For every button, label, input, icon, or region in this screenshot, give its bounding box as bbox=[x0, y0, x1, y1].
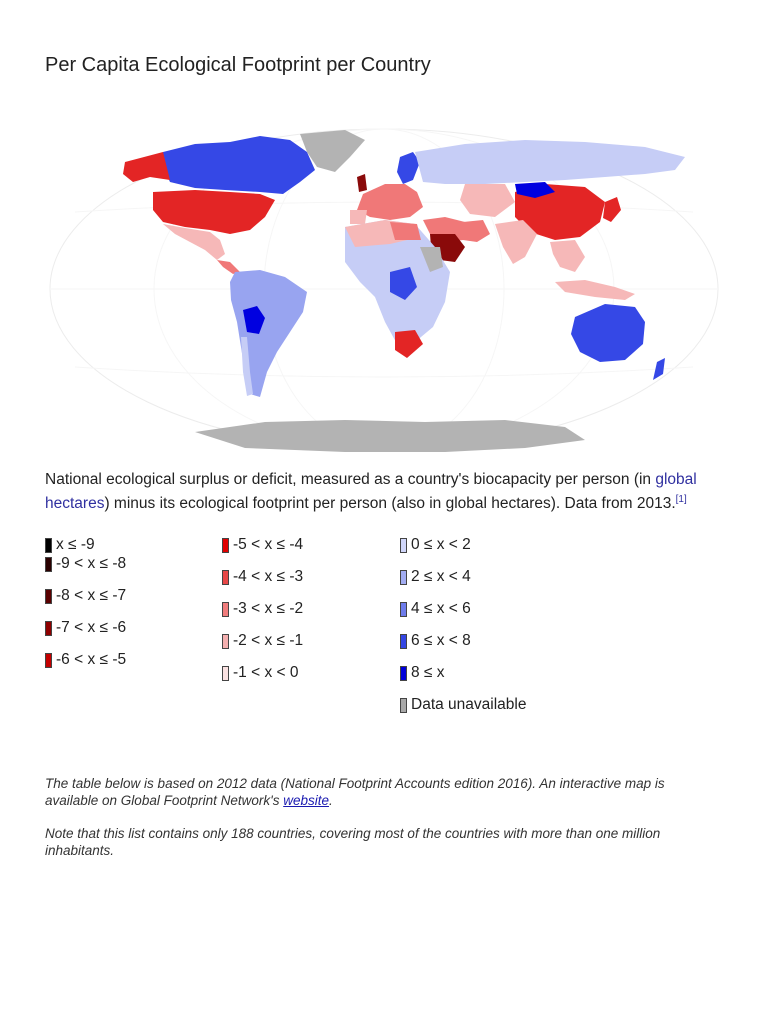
legend-label: -5 < x ≤ -4 bbox=[233, 536, 304, 553]
global-hectares-link[interactable]: global hectares bbox=[45, 471, 697, 512]
legend-item bbox=[400, 600, 471, 618]
legend-label: -4 < x ≤ -3 bbox=[233, 568, 304, 585]
note1-text-part2: . bbox=[328, 793, 333, 808]
legend-item bbox=[222, 664, 298, 682]
legend-label: 4 ≤ x < 6 bbox=[411, 600, 471, 617]
note-data-source bbox=[45, 775, 685, 809]
world-map-svg bbox=[45, 122, 724, 457]
legend-label: -1 < x < 0 bbox=[233, 664, 299, 681]
legend-item bbox=[45, 651, 126, 669]
map-russia bbox=[415, 140, 685, 184]
legend-item bbox=[400, 696, 526, 714]
legend-swatch bbox=[222, 538, 229, 553]
legend-item bbox=[222, 568, 303, 586]
legend-swatch bbox=[222, 570, 229, 585]
page-title: Per Capita Ecological Footprint per Country bbox=[45, 54, 431, 76]
legend-swatch bbox=[400, 538, 407, 553]
legend-label: 8 ≤ x bbox=[411, 664, 445, 681]
map-canada bbox=[163, 136, 315, 194]
legend-label: -8 < x ≤ -7 bbox=[56, 587, 127, 604]
map-egypt bbox=[390, 222, 421, 240]
caption-text-part2: ) minus its ecological footprint per person (also in global hectares). Data from 2013. bbox=[104, 494, 676, 512]
legend-swatch bbox=[400, 634, 407, 649]
legend-swatch bbox=[45, 538, 52, 553]
legend-item bbox=[400, 536, 471, 554]
legend-swatch bbox=[400, 570, 407, 585]
map-alaska bbox=[123, 152, 170, 182]
legend-item bbox=[222, 536, 303, 554]
legend-item bbox=[400, 632, 471, 650]
legend-swatch bbox=[400, 602, 407, 617]
legend-swatch bbox=[45, 653, 52, 668]
legend-item bbox=[45, 619, 126, 637]
reference-link[interactable]: [1] bbox=[675, 493, 687, 505]
legend-label: Data unavailable bbox=[411, 696, 527, 713]
legend-label: x ≤ -9 bbox=[56, 536, 95, 553]
map-antarctica bbox=[195, 420, 585, 452]
legend-label: -7 < x ≤ -6 bbox=[56, 619, 127, 636]
note-country-count: Note that this list contains only 188 countries, covering most of the countries with more than one million inhabitants. bbox=[45, 826, 661, 858]
legend-label: -3 < x ≤ -2 bbox=[233, 600, 304, 617]
legend-label: 0 ≤ x < 2 bbox=[411, 536, 471, 553]
legend-swatch bbox=[45, 589, 52, 604]
map-iberia bbox=[350, 210, 367, 224]
legend-swatch bbox=[400, 698, 407, 713]
legend-swatch bbox=[400, 666, 407, 681]
note1-text-part1: The table below is based on 2012 data (National Footprint Accounts edition 2016). An interactive map is available on Global Footprint Network's bbox=[45, 776, 665, 808]
legend-item bbox=[222, 600, 303, 618]
legend-swatch bbox=[45, 621, 52, 636]
legend-item bbox=[45, 536, 95, 554]
legend-label: -6 < x ≤ -5 bbox=[56, 651, 127, 668]
legend-label: -2 < x ≤ -1 bbox=[233, 632, 304, 649]
legend-swatch bbox=[222, 602, 229, 617]
legend-swatch bbox=[45, 557, 52, 572]
legend-label: -9 < x ≤ -8 bbox=[56, 555, 127, 572]
legend-item bbox=[45, 555, 126, 573]
legend-item bbox=[222, 632, 303, 650]
website-link[interactable]: website bbox=[283, 793, 329, 808]
world-map bbox=[45, 122, 724, 457]
legend-label: 6 ≤ x < 8 bbox=[411, 632, 471, 649]
map-caption bbox=[45, 470, 705, 513]
legend-item bbox=[45, 587, 126, 605]
legend-item bbox=[400, 664, 445, 682]
legend-swatch bbox=[222, 634, 229, 649]
legend-item bbox=[400, 568, 471, 586]
legend-swatch bbox=[222, 666, 229, 681]
legend-label: 2 ≤ x < 4 bbox=[411, 568, 471, 585]
caption-text-part1: National ecological surplus or deficit, measured as a country's biocapacity per person (in bbox=[45, 471, 656, 488]
